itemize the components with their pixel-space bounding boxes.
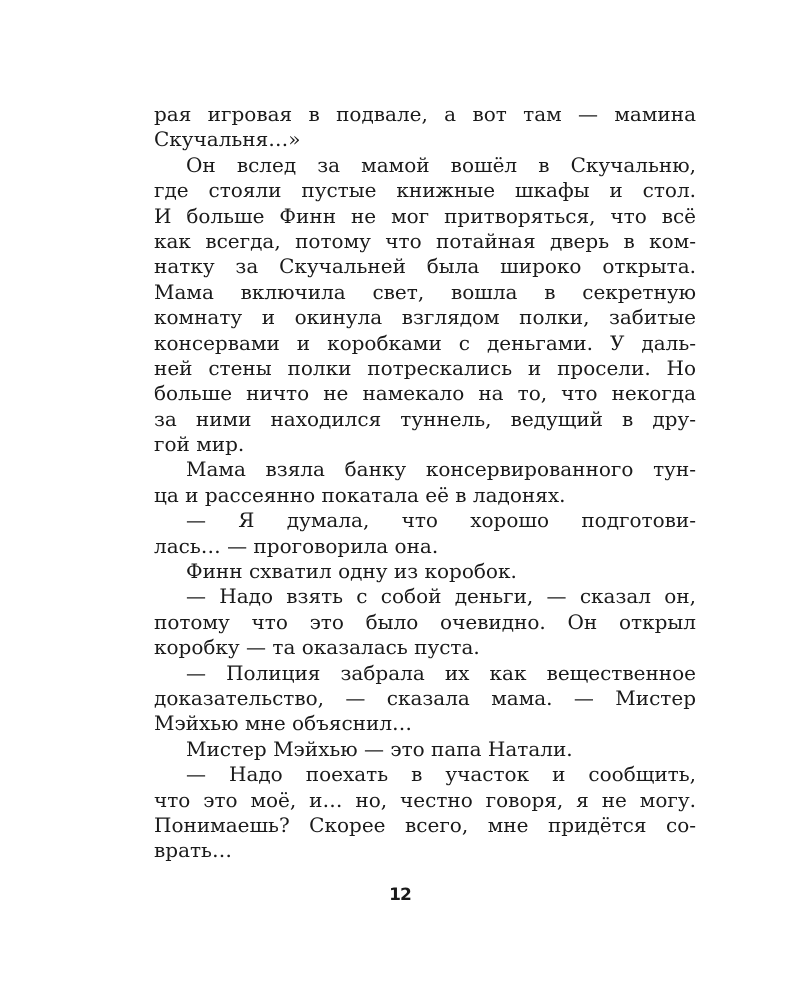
text-line: Мэйхью мне объяснил… — [154, 711, 413, 736]
text-line: — Надо поехать в участок и сообщить, — [186, 762, 696, 787]
text-line: — Я думала, что хорошо подготови- — [186, 508, 696, 533]
text-line: комнату и окинула взглядом полки, забитые — [154, 305, 696, 330]
text-line: лась… — проговорила она. — [154, 533, 439, 558]
text-line: что это моё, и… но, честно говоря, я не могу. — [154, 787, 696, 812]
text-line: ней стены полки потрескались и просели. Но — [154, 355, 696, 380]
text-line: ца и рассеянно покатала её в ладонях. — [154, 482, 566, 507]
text-line: И больше Финн не мог притворяться, что всё — [154, 203, 696, 228]
paragraph — [154, 457, 696, 508]
page-text — [154, 102, 696, 864]
page-number: 12 — [389, 885, 411, 905]
text-line: Скучальня…» — [154, 127, 301, 152]
paragraph — [154, 153, 696, 458]
paragraph — [154, 102, 696, 153]
paragraph — [154, 762, 696, 864]
text-line: Финн схватил одну из коробок. — [186, 559, 517, 584]
text-line: Он вслед за мамой вошёл в Скучальню, — [186, 152, 696, 177]
paragraph — [154, 737, 696, 762]
text-line: Мистер Мэйхью — это папа Натали. — [186, 736, 573, 761]
paragraph — [154, 508, 696, 559]
text-line: за ними находился туннель, ведущий в дру- — [154, 406, 696, 431]
paragraph — [154, 584, 696, 660]
text-line: Понимаешь? Скорее всего, мне придётся со- — [154, 812, 696, 837]
text-line: консервами и коробками с деньгами. У даль- — [154, 330, 696, 355]
paragraph — [154, 559, 696, 584]
text-line: рая игровая в подвале, а вот там — мамина — [154, 102, 696, 126]
text-line: — Полиция забрала их как вещественное — [186, 660, 696, 685]
text-line: — Надо взять с собой деньги, — сказал он, — [186, 584, 696, 609]
text-line: гой мир. — [154, 432, 245, 457]
text-line: где стояли пустые книжные шкафы и стол. — [154, 178, 696, 203]
text-line: доказательство, — сказала мама. — Мистер — [154, 685, 696, 710]
text-line: Мама включила свет, вошла в секретную — [154, 279, 696, 304]
text-line: потому что это было очевидно. Он открыл — [154, 609, 696, 634]
text-line: больше ничто не намекало на то, что некогда — [154, 381, 696, 406]
text-line: Мама взяла банку консервированного тун- — [186, 457, 696, 482]
text-line: натку за Скучальней была широко открыта. — [154, 254, 696, 279]
paragraph — [154, 661, 696, 737]
text-line: коробку — та оказалась пуста. — [154, 635, 480, 660]
text-line: как всегда, потому что потайная дверь в ком- — [154, 228, 696, 253]
text-line: врать… — [154, 838, 232, 863]
